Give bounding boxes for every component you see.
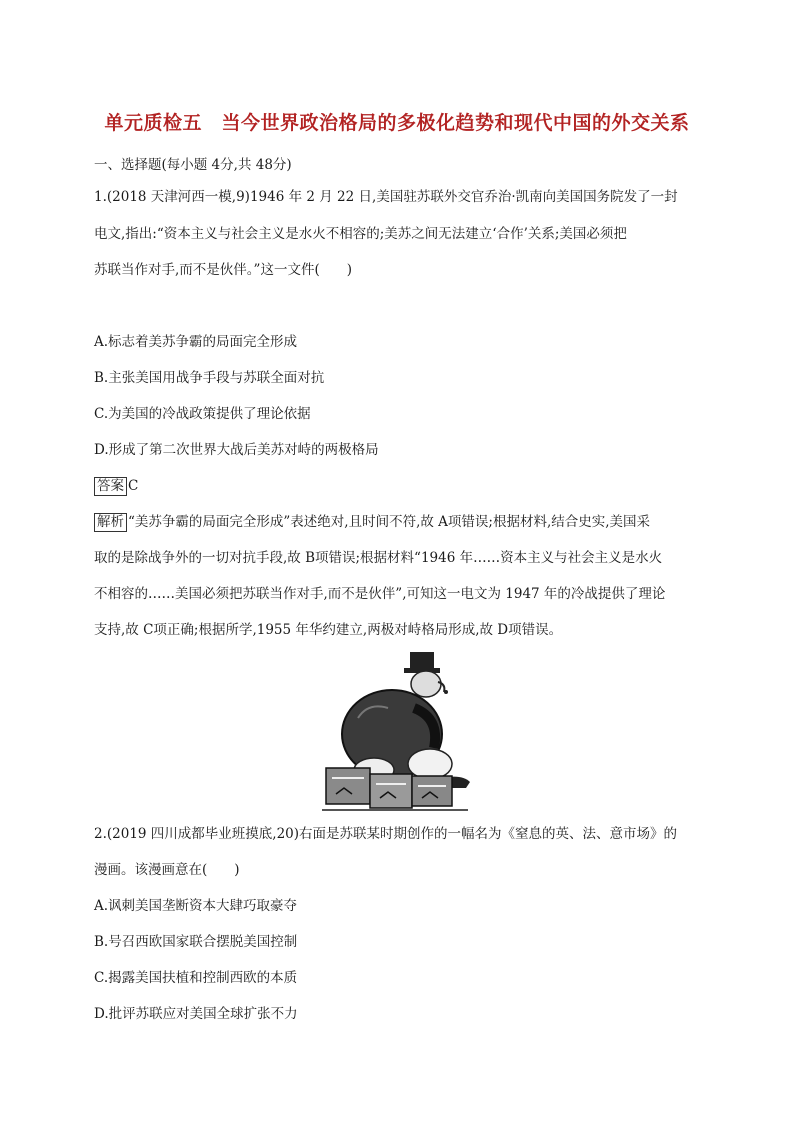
q1-analysis-line-2: 取的是除战争外的一切对抗手段,故 B项错误;根据材料“1946 年……资本主义与社会主义是水火 [94,550,663,566]
q2-option-a: A.讽刺美国垄断资本大肆巧取豪夺 [94,898,298,914]
q1-analysis-line-1 [94,512,704,532]
page-title: 单元质检五 当今世界政治格局的多极化趋势和现代中国的外交关系 [104,112,690,134]
q1-option-b: B.主张美国用战争手段与苏联全面对抗 [94,370,325,386]
answer-tag: 答案 [94,477,127,496]
cartoon-illustration [318,648,476,816]
analysis-tag: 解析 [94,513,127,532]
q1-option-d: D.形成了第二次世界大战后美苏对峙的两极格局 [94,442,379,458]
section-heading: 一、选择题(每小题 4分,共 48分) [94,157,292,173]
analysis-text-1: “美苏争霸的局面完全形成”表述绝对,且时间不符,故 A项错误;根据材料,结合史实,美国采 [128,514,651,530]
answer-value: C [128,478,139,494]
q1-stem-line-2: 电文,指出:“资本主义与社会主义是水火不相容的;美苏之间无法建立‘合作’关系;美国必须把 [94,226,627,242]
q1-stem-line-3: 苏联当作对手,而不是伙伴。”这一文件( ) [94,262,352,278]
q1-answer-row [94,476,704,496]
q2-stem-line-1: 2.(2019 四川成都毕业班摸底,20)右面是苏联某时期创作的一幅名为《窒息的英、法、意市场》的 [94,826,678,842]
q2-option-b: B.号召西欧国家联合摆脱美国控制 [94,934,298,950]
q1-stem-line-1: 1.(2018 天津河西一模,9)1946 年 2 月 22 日,美国驻苏联外交官乔治·凯南向美国国务院发了一封 [94,189,678,205]
q1-option-c: C.为美国的冷战政策提供了理论依据 [94,406,311,422]
q1-option-a: A.标志着美苏争霸的局面完全形成 [94,334,298,350]
q1-analysis-line-4: 支持,故 C项正确;根据所学,1955 年华约建立,两极对峙格局形成,故 D项错误。 [94,622,563,638]
q1-analysis-line-3: 不相容的……美国必须把苏联当作对手,而不是伙伴”,可知这一电文为 1947 年的冷战提供了理论 [94,586,666,602]
q2-stem-line-2: 漫画。该漫画意在( ) [94,862,240,878]
q2-option-c: C.揭露美国扶植和控制西欧的本质 [94,970,298,986]
q2-option-d: D.批评苏联应对美国全球扩张不力 [94,1006,298,1022]
